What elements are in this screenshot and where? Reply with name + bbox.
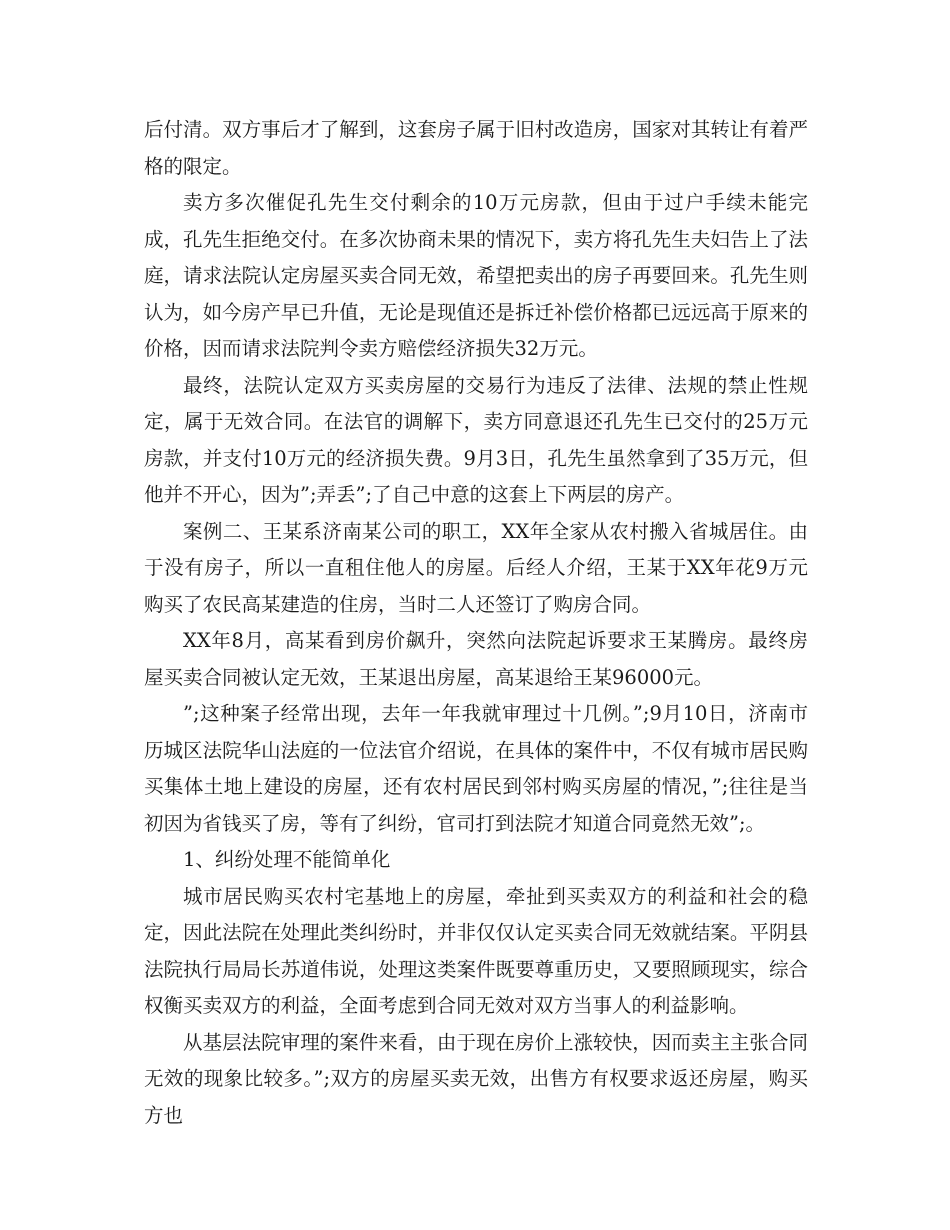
paragraph: 城市居民购买农村宅基地上的房屋，牵扯到买卖双方的利益和社会的稳定，因此法院在处理此类纠纷时，并非仅仅认定买卖合同无效就结案。平阴县法院执行局局长苏道伟说，处理这类案件既要尊重历史，又要照顾现实，综合权衡买卖双方的利益，全面考虑到合同无效对双方当事人的利益影响。: [144, 884, 808, 1017]
paragraph-continuation: 后付清。双方事后才了解到，这套房子属于旧村改造房，国家对其转让有着严格的限定。: [144, 118, 808, 178]
paragraph: 从基层法院审理的案件来看，由于现在房价上涨较快，因而卖主主张合同无效的现象比较多。”;双方的房屋买卖无效，出售方有权要求返还房屋，购买方也: [144, 1030, 808, 1127]
paragraph: 案例二、王某系济南某公司的职工，XX年全家从农村搬入省城居住。由于没有房子，所以一直租住他人的房屋。后经人介绍，王某于XX年花9万元购买了农民高某建造的住房，当时二人还签订了购房合同。: [144, 519, 808, 616]
paragraph: 卖方多次催促孔先生交付剩余的10万元房款，但由于过户手续未能完成，孔先生拒绝交付。在多次协商未果的情况下，卖方将孔先生夫妇告上了法庭，请求法院认定房屋买卖合同无效，希望把卖出的房子再要回来。孔先生则认为，如今房产早已升值，无论是现值还是拆迁补偿价格都已远远高于原来的价格，因而请求法院判令卖方赔偿经济损失32万元。: [144, 191, 808, 360]
paragraph: 最终，法院认定双方买卖房屋的交易行为违反了法律、法规的禁止性规定，属于无效合同。在法官的调解下，卖方同意退还孔先生已交付的25万元房款，并支付10万元的经济损失费。9月3日，孔先生虽然拿到了35万元，但他并不开心，因为”;弄丢”;了自己中意的这套上下两层的房产。: [144, 373, 808, 506]
paragraph: ”;这种案子经常出现，去年一年我就审理过十几例。”;9月10日，济南市历城区法院华山法庭的一位法官介绍说，在具体的案件中，不仅有城市居民购买集体土地上建设的房屋，还有农村居民到邻村购买房屋的情况，”;往往是当初因为省钱买了房，等有了纠纷，官司打到法院才知道合同竟然无效”;。: [144, 702, 808, 835]
paragraph: XX年8月，高某看到房价飙升，突然向法院起诉要求王某腾房。最终房屋买卖合同被认定无效，王某退出房屋，高某退给王某96000元。: [144, 629, 808, 689]
document-body: [144, 112, 808, 1134]
section-heading: 1、纠纷处理不能简单化: [183, 848, 391, 871]
